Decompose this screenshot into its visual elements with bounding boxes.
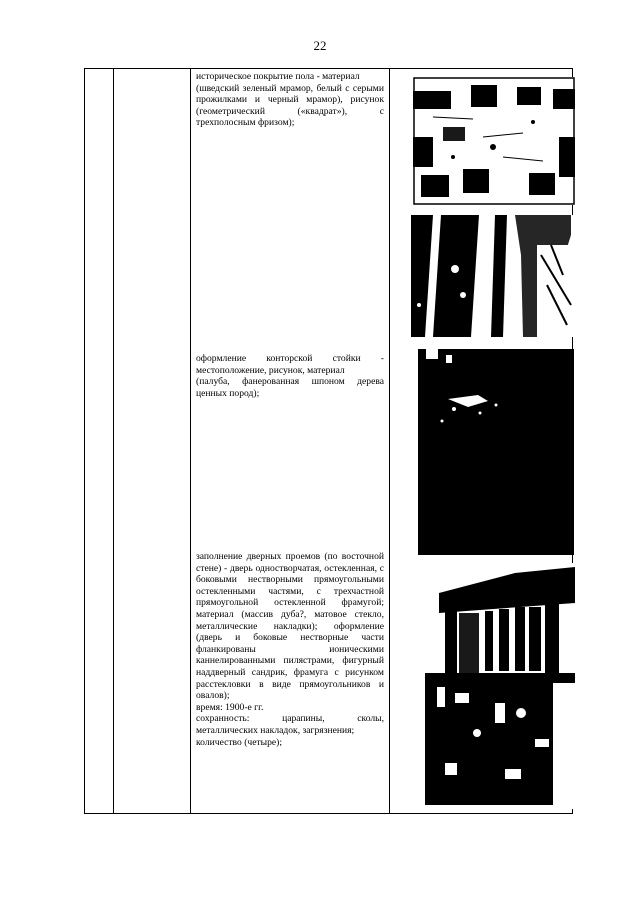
counter-description-line: оформление конторской стойки - местоположение, рисунок, материал	[196, 353, 384, 376]
door-description-line: заполнение дверных проемов (по восточной стене) - дверь одностворчатая, остекленная, с боковыми нестворными прямоугольными остекленными частями, с трехчастной прямоугольной остекленной фрамугой; материал (массив дуба?, матовое стекло, металлические накладки); оформление (дверь и боковые нестворные части фланкированы ионическими каннелированными пилястрами, фигурный наддверный сандрик, фрамуга с рисунком расстекловки в виде прямоугольников и овалов);	[196, 551, 384, 702]
door-photo	[425, 563, 575, 809]
door-description-line: количество (четыре);	[196, 736, 283, 748]
counter-description-line: (палуба, фанерованная шпоном дерева ценных пород);	[196, 376, 384, 399]
door-description	[196, 551, 384, 748]
column-divider	[389, 69, 390, 813]
floor-description-line: (шведский зеленый мрамор, белый с серыми прожилками и черный мрамор), рисунок (геометрический («квадрат»), с трехполосным фризом);	[196, 82, 384, 129]
counter-description	[196, 353, 384, 399]
floor-photo	[413, 77, 575, 205]
floor-description	[196, 71, 384, 129]
floor-frieze-photo	[411, 215, 573, 337]
floor-description-line: историческое покрытие пола - материал	[196, 71, 360, 82]
door-description-line: время: 1900-е гг.	[196, 701, 264, 713]
monument-table	[84, 68, 573, 814]
page-number: 22	[313, 38, 327, 53]
column-divider	[113, 69, 114, 813]
door-description-line: сохранность: царапины, сколы, металлических накладок, загрязнения;	[196, 713, 384, 736]
counter-photo	[418, 349, 574, 555]
column-divider	[190, 69, 191, 813]
